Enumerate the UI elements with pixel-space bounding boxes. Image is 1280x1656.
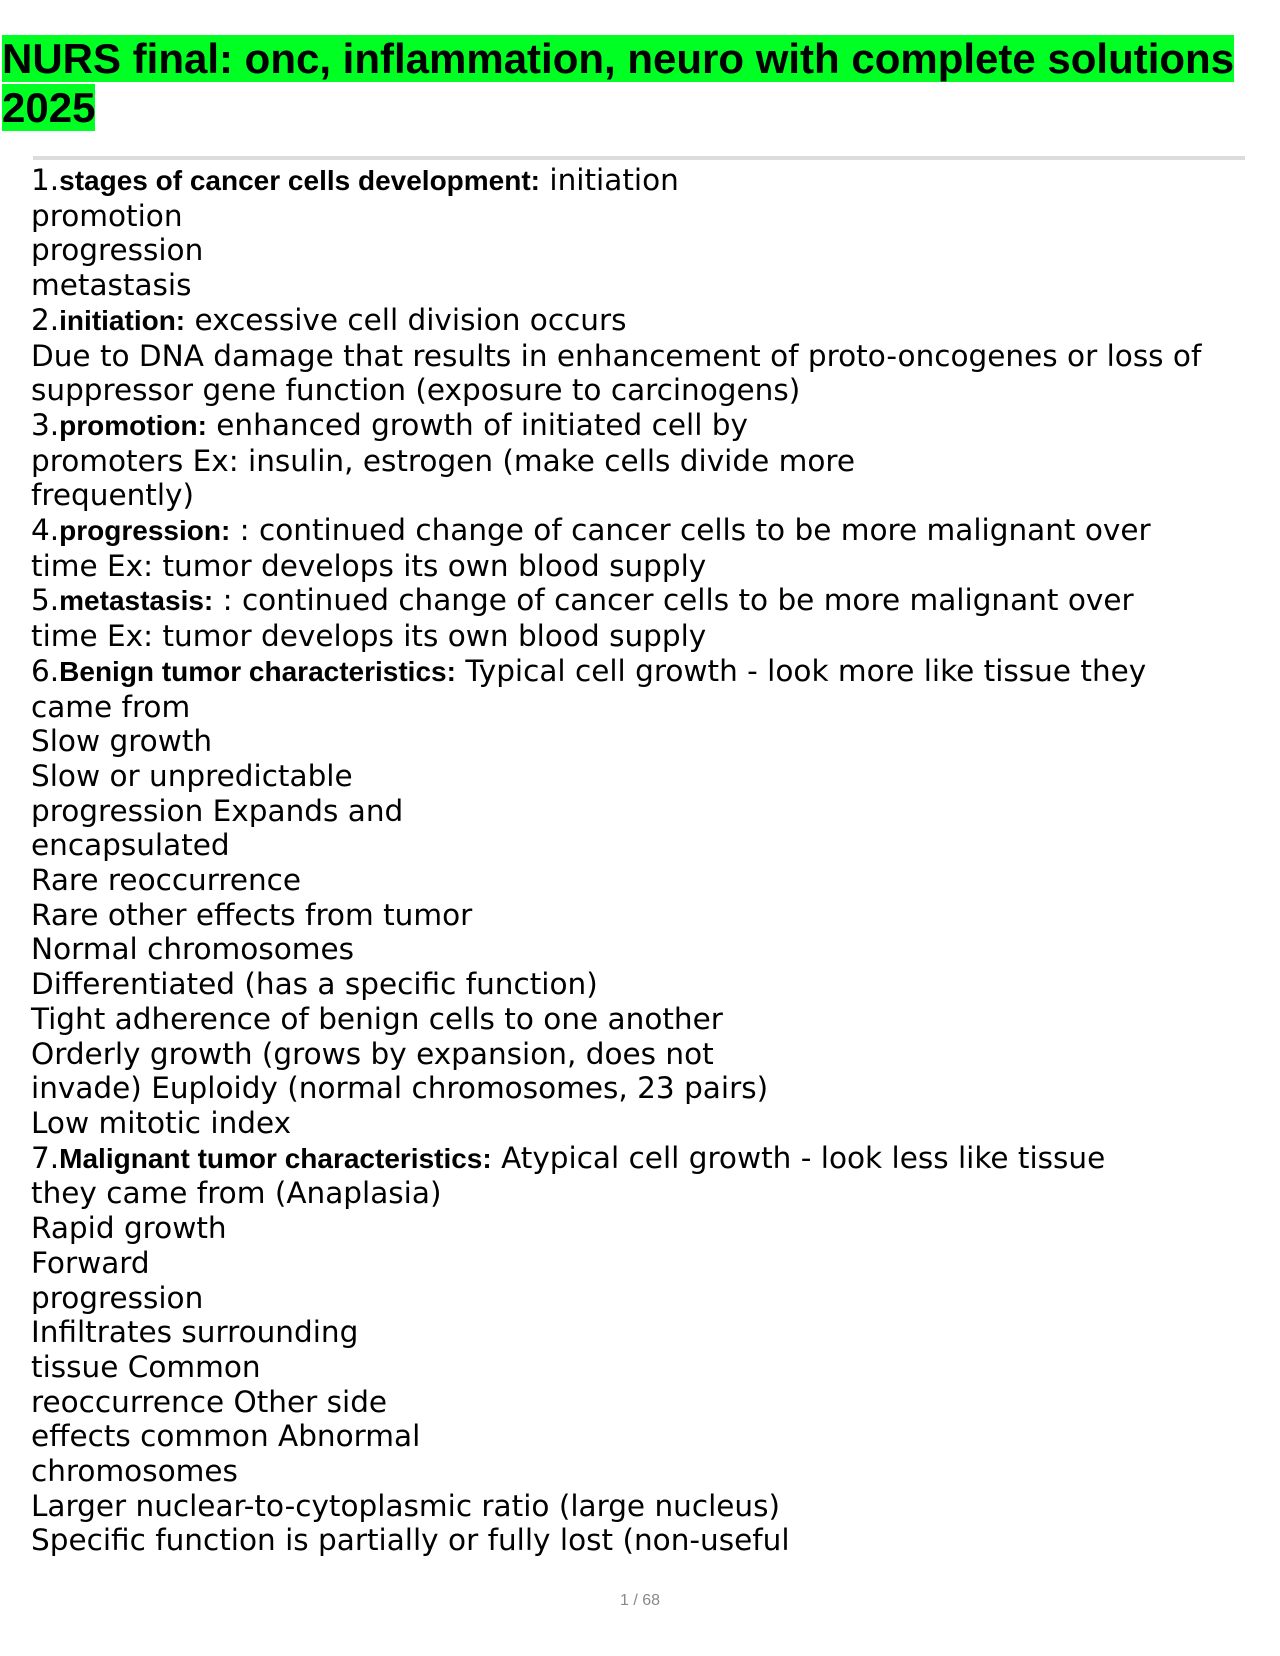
entry-line xyxy=(31,967,1280,1002)
entry-2 xyxy=(31,303,1280,408)
entry-term: metastasis: xyxy=(59,585,214,617)
entry-line xyxy=(31,898,1280,933)
entry-text: Forward xyxy=(31,1245,150,1280)
entry-line xyxy=(31,1106,1280,1141)
entry-line xyxy=(31,1385,1280,1420)
entry-line xyxy=(31,619,1280,654)
entry-text: Typical cell growth - look more like tissue they xyxy=(455,653,1147,688)
entry-first-line xyxy=(31,654,1280,690)
entry-number: 4. xyxy=(31,513,60,548)
entry-line xyxy=(31,1246,1280,1281)
entry-line xyxy=(31,199,1280,234)
entry-text: Atypical cell growth - look less like tissue xyxy=(491,1140,1106,1175)
entry-line xyxy=(31,724,1280,759)
entry-text: invade) Euploidy (normal chromosomes, 23 pairs) xyxy=(31,1071,769,1106)
entry-line xyxy=(31,1315,1280,1350)
entry-line xyxy=(31,759,1280,794)
entry-1 xyxy=(31,163,1280,303)
entry-number: 6. xyxy=(31,653,60,688)
entry-text: time Ex: tumor develops its own blood supply xyxy=(31,619,707,654)
entry-line xyxy=(31,1419,1280,1454)
entry-number: 7. xyxy=(31,1140,60,1175)
entry-text: promoters Ex: insulin, estrogen (make cells divide more xyxy=(31,443,856,478)
entry-line xyxy=(31,373,1280,408)
entry-text: Specific function is partially or fully lost (non-useful xyxy=(31,1523,790,1558)
entry-text: Low mitotic index xyxy=(31,1105,292,1140)
entry-line xyxy=(31,268,1280,303)
entry-text: Due to DNA damage that results in enhancement of proto-oncogenes or loss of xyxy=(31,338,1202,373)
entry-line xyxy=(31,1489,1280,1524)
entry-first-line xyxy=(31,513,1280,549)
entry-line xyxy=(31,863,1280,898)
entry-line xyxy=(31,1281,1280,1316)
entry-text: Infiltrates surrounding xyxy=(31,1315,359,1350)
entry-line xyxy=(31,1071,1280,1106)
entry-text: Rare other effects from tumor xyxy=(31,897,473,932)
entry-text: Orderly growth (grows by expansion, does not xyxy=(31,1036,714,1071)
entry-line xyxy=(31,1037,1280,1072)
entry-line xyxy=(31,1454,1280,1489)
entry-text: promotion xyxy=(31,198,183,233)
entry-line xyxy=(31,549,1280,584)
entry-number: 2. xyxy=(31,302,60,337)
entry-4 xyxy=(31,513,1280,583)
entry-first-line xyxy=(31,1141,1280,1177)
entry-text: metastasis xyxy=(31,268,192,303)
entry-line xyxy=(31,690,1280,725)
entry-text: Differentiated (has a specific function) xyxy=(31,967,598,1002)
entry-text: encapsulated xyxy=(31,828,230,863)
entry-term: promotion: xyxy=(59,409,207,441)
entry-term: stages of cancer cells development: xyxy=(59,165,541,196)
entry-first-line xyxy=(31,408,1280,444)
entry-term: Malignant tumor characteristics: xyxy=(59,1142,492,1174)
entry-text: : continued change of cancer cells to be more malignant over xyxy=(230,513,1151,548)
document-title xyxy=(2,34,1262,132)
entry-text: Slow growth xyxy=(31,724,213,759)
entry-text: excessive cell division occurs xyxy=(185,302,627,337)
entry-text: progression Expands and xyxy=(31,793,404,828)
entry-text: Tight adherence of benign cells to one another xyxy=(31,1001,723,1036)
entry-6 xyxy=(31,654,1280,1141)
flashcard-list xyxy=(31,163,1280,1558)
entry-text: came from xyxy=(31,689,191,724)
document-title-text: NURS final: onc, inflammation, neuro with complete solutions 2025 xyxy=(2,35,1235,131)
entry-text: : continued change of cancer cells to be more malignant over xyxy=(213,583,1134,618)
entry-text: Slow or unpredictable xyxy=(31,758,353,793)
entry-7 xyxy=(31,1141,1280,1558)
entry-line xyxy=(31,339,1280,374)
entry-line xyxy=(31,1350,1280,1385)
entry-line xyxy=(31,794,1280,829)
entry-term: initiation: xyxy=(59,304,186,336)
entry-line xyxy=(31,1211,1280,1246)
entry-first-line xyxy=(31,303,1280,339)
entry-term: Benign tumor characteristics: xyxy=(59,655,456,687)
title-divider xyxy=(33,156,1245,160)
entry-term: progression: xyxy=(59,515,231,547)
entry-first-line xyxy=(31,163,1280,199)
entry-text: Rare reoccurrence xyxy=(31,863,302,898)
entry-line xyxy=(31,1002,1280,1037)
page-indicator: 1 / 68 xyxy=(619,1592,661,1609)
entry-text: progression xyxy=(31,233,204,268)
entry-line xyxy=(31,1176,1280,1211)
entry-text: time Ex: tumor develops its own blood supply xyxy=(31,548,707,583)
entry-line xyxy=(31,444,1280,479)
entry-text: Normal chromosomes xyxy=(31,932,355,967)
entry-text: Larger nuclear-to-cytoplasmic ratio (large nucleus) xyxy=(31,1488,780,1523)
entry-text: chromosomes xyxy=(31,1454,238,1489)
entry-5 xyxy=(31,583,1280,653)
entry-text: frequently) xyxy=(31,478,195,513)
entry-text: tissue Common xyxy=(31,1349,261,1384)
entry-text: suppressor gene function (exposure to carcinogens) xyxy=(31,373,801,408)
entry-line xyxy=(31,478,1280,513)
entry-number: 3. xyxy=(31,407,60,442)
entry-text: effects common Abnormal xyxy=(31,1419,421,1454)
entry-number: 5. xyxy=(31,583,60,618)
entry-text: initiation xyxy=(540,163,679,197)
entry-line xyxy=(31,1523,1280,1558)
entry-number: 1. xyxy=(31,163,60,197)
entry-text: Rapid growth xyxy=(31,1211,227,1246)
entry-text: progression xyxy=(31,1280,204,1315)
entry-text: enhanced growth of initiated cell by xyxy=(206,407,748,442)
entry-line xyxy=(31,932,1280,967)
entry-line xyxy=(31,828,1280,863)
entry-first-line xyxy=(31,583,1280,619)
entry-text: reoccurrence Other side xyxy=(31,1384,388,1419)
entry-text: they came from (Anaplasia) xyxy=(31,1176,442,1211)
entry-3 xyxy=(31,408,1280,513)
entry-line xyxy=(31,233,1280,268)
